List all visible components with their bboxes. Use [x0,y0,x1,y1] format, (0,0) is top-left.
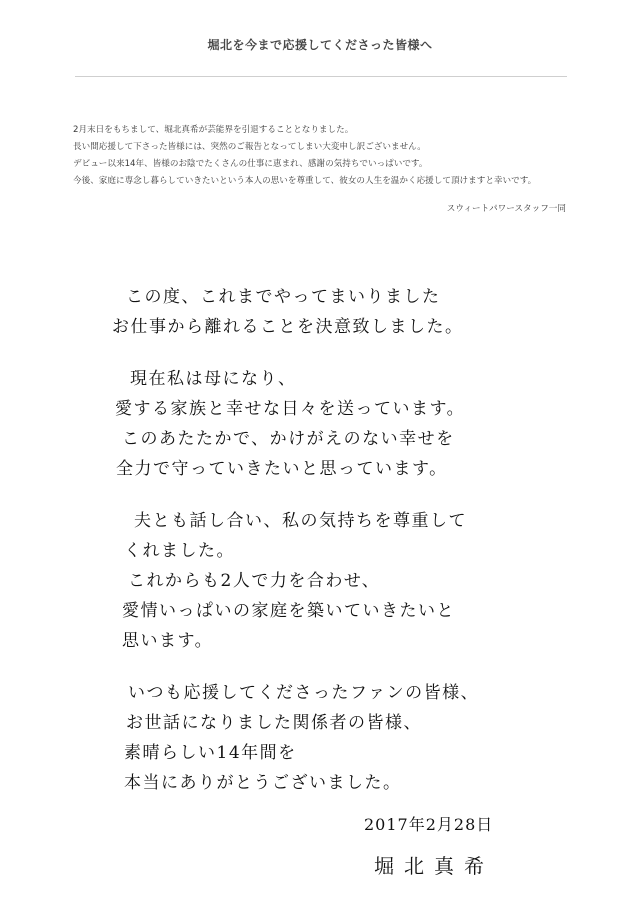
notice-line: 2月末日をもちまして、堀北真希が芸能界を引退することとなりました。 [73,125,354,135]
letter-line: 全力で守っていきたいと思っています。 [116,459,448,479]
letter-line: いつも応援してくださったファンの皆様、 [128,683,480,703]
letter-line: お世話になりました関係者の皆様、 [126,713,422,733]
paragraph-gap [100,342,600,364]
letter-line: 本当にありがとうございました。 [124,773,402,793]
notice-line: 今後、家庭に専念し暮らしていきたいという本人の思いを尊重して、彼女の人生を温かく応援して頂けますと幸いです。 [73,176,537,186]
letter-line: この度、これまでやってまいりました [126,287,441,307]
letter-line: くれました。 [124,541,235,561]
letter-line: 素晴らしい14年間を [124,743,297,763]
letter-line: 夫とも話し合い、私の気持ちを尊重して [134,511,467,531]
letter-line: このあたたかで、かけがえのない幸せを [122,429,455,449]
letter-line: 愛する家族と幸せな日々を送っています。 [115,399,466,419]
letter-date: 2017年2月28日 [364,815,494,834]
letter-line: 思います。 [122,631,214,651]
paragraph-gap [100,484,600,506]
staff-signature: スウィートパワースタッフ一同 [446,204,566,214]
handwritten-letter [100,282,600,798]
title-divider [75,76,567,77]
notice-line: 長い間応援して下さった皆様には、突然のご報告となってしまい大変申し訳ございません。 [73,142,426,152]
letter-line: 愛情いっぱいの家庭を築いていきたいと [122,601,455,621]
letter-line: お仕事から離れることを決意致しました。 [112,317,464,337]
letter-line: これからも2人で力を合わせ、 [128,571,381,591]
letter-signature: 堀北真希 [374,854,494,878]
paragraph-gap [100,656,600,678]
staff-notice [73,122,593,190]
letter-line: 現在私は母になり、 [130,369,297,389]
page-title: 堀北を今まで応援してくださった皆様へ [207,38,433,52]
notice-line: デビュー以来14年、皆様のお陰でたくさんの仕事に恵まれ、感謝の気持ちでいっぱいです。 [73,159,428,169]
